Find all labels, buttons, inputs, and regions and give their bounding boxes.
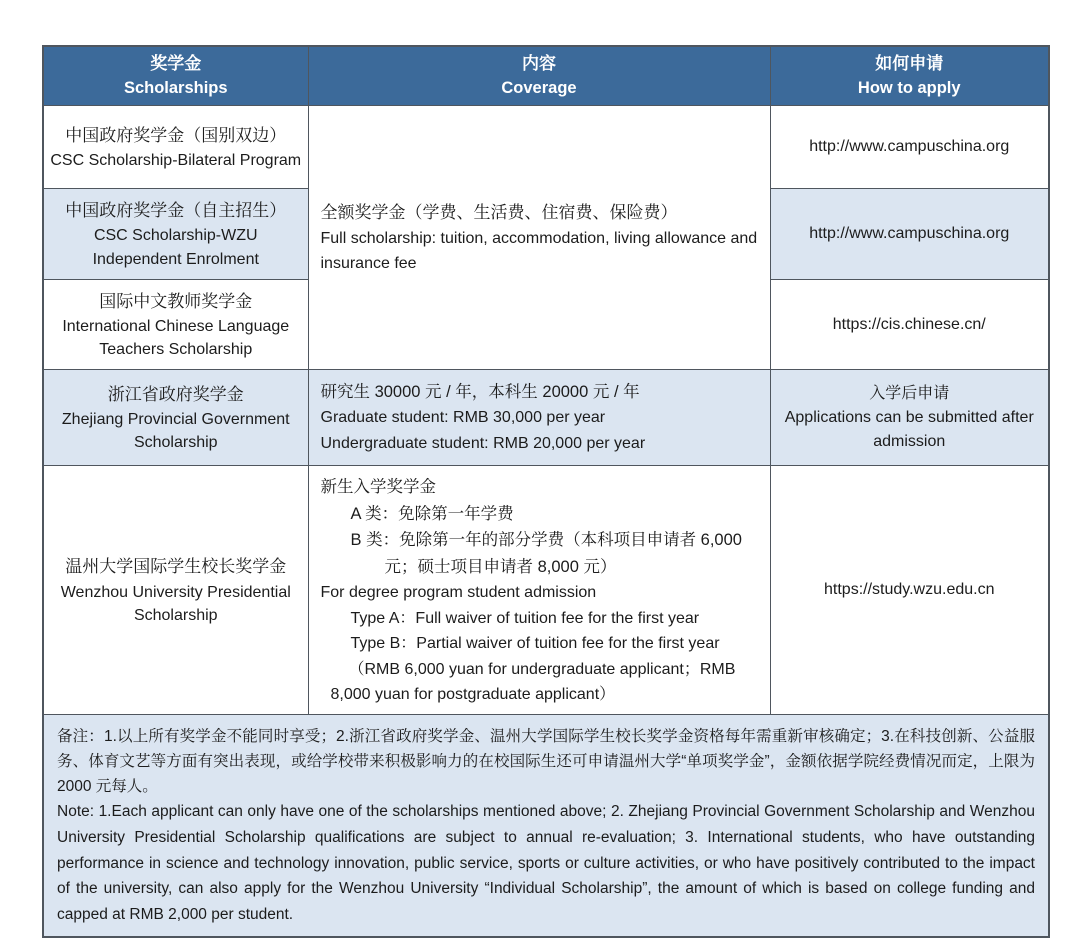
apply-url: http://www.campuschina.org xyxy=(770,106,1049,189)
scholarship-name-cell xyxy=(43,189,308,280)
scholarship-name-zh: 中国政府奖学金（自主招生） xyxy=(65,201,287,221)
coverage-line: （RMB 6,000 yuan for undergraduate applicant；RMB 8,000 yuan for postgraduate applicant） xyxy=(330,660,736,704)
scholarship-name-zh: 浙江省政府奖学金 xyxy=(107,385,244,405)
header-coverage-en: Coverage xyxy=(501,79,577,98)
scholarship-name-en: CSC Scholarship-WZU Independent Enrolment xyxy=(92,227,259,268)
scholarship-name-en: International Chinese Language Teachers Scholarship xyxy=(62,318,290,359)
notes-en: Note: 1.Each applicant can only have one of the scholarships mentioned above; 2. Zhejiang Provincial Government Scholarship and Wenzhou University Presidential Scholarship qualifications are subject to annual re-evaluation; 3. International students, who have outstanding performance in science and technology innovation, public service, sports or culture activities, or who have positively contributed to the impact of the university, can also apply for the Wenzhou University “Individual Scholarship”, the amount of which is based on college funding and capped at RMB 2,000 per student. xyxy=(57,803,1035,924)
header-coverage-zh: 内容 xyxy=(522,54,556,73)
coverage-line: B 类：免除第一年的部分学费（本科项目申请者 6,000 元；硕士项目申请者 8,000 元） xyxy=(350,531,742,576)
scholarship-name-cell xyxy=(43,466,308,715)
header-apply-zh: 如何申请 xyxy=(875,54,944,73)
apply-info-cell xyxy=(770,370,1049,466)
table-row-wzu-presidential xyxy=(43,466,1049,715)
coverage-line: A 类：免除第一年学费 xyxy=(350,504,514,523)
header-apply-en: How to apply xyxy=(857,79,961,98)
coverage-line: For degree program student admission xyxy=(320,583,597,601)
header-how-to-apply xyxy=(770,46,1049,106)
coverage-cell-merged xyxy=(308,106,770,370)
scholarship-name-cell xyxy=(43,370,308,466)
scholarship-name-zh: 温州大学国际学生校长奖学金 xyxy=(65,557,287,577)
coverage-cell xyxy=(308,466,770,715)
table-row-csc-bilateral xyxy=(43,106,1049,189)
scholarship-name-zh: 国际中文教师奖学金 xyxy=(99,291,253,311)
coverage-line: 新生入学奖学金 xyxy=(320,478,436,497)
coverage-cell xyxy=(308,370,770,466)
notes-zh: 备注：1.以上所有奖学金不能同时享受；2.浙江省政府奖学金、温州大学国际学生校长奖学金资格每年需重新审核确定；3.在科技创新、公益服务、体育文艺等方面有突出表现，或给学校带来积极影响力的在校国际生还可申请温州大学“单项奖学金”，金额依据学院经费情况而定，上限为 2000 元每人。 xyxy=(57,727,1035,796)
scholarship-name-en: Zhejiang Provincial Government Scholarship xyxy=(61,411,290,452)
scholarship-table xyxy=(42,45,1050,938)
apply-url: https://cis.chinese.cn/ xyxy=(770,279,1049,370)
table-row-notes xyxy=(43,714,1049,936)
apply-url: http://www.campuschina.org xyxy=(770,189,1049,280)
coverage-en: Full scholarship: tuition, accommodation, living allowance and insurance fee xyxy=(320,230,758,272)
coverage-line: Undergraduate student: RMB 20,000 per year xyxy=(320,435,646,453)
apply-info-en: Applications can be submitted after admission xyxy=(784,408,1034,450)
apply-info-zh: 入学后申请 xyxy=(869,384,950,402)
scholarship-name-en: CSC Scholarship-Bilateral Program xyxy=(50,152,302,170)
table-header xyxy=(43,46,1049,106)
coverage-line: 研究生 30000 元 / 年，本科生 20000 元 / 年 xyxy=(320,383,640,402)
scholarship-name-zh: 中国政府奖学金（国别双边） xyxy=(65,126,287,146)
header-scholarships-zh: 奖学金 xyxy=(150,54,202,73)
header-coverage xyxy=(308,46,770,106)
coverage-line: Type A：Full waiver of tuition fee for the first year xyxy=(350,609,700,627)
table-row-zhejiang-provincial xyxy=(43,370,1049,466)
header-scholarships-en: Scholarships xyxy=(123,79,228,98)
scholarship-name-cell xyxy=(43,279,308,370)
header-scholarships xyxy=(43,46,308,106)
coverage-line: Graduate student: RMB 30,000 per year xyxy=(320,409,606,427)
coverage-line: Type B：Partial waiver of tuition fee for the first year xyxy=(350,635,720,653)
scholarship-name-cell xyxy=(43,106,308,189)
scholarship-name-en: Wenzhou University Presidential Scholarship xyxy=(60,583,291,624)
header-row xyxy=(43,46,1049,106)
notes-cell xyxy=(43,714,1049,936)
coverage-zh: 全额奖学金（学费、生活费、住宿费、保险费） xyxy=(320,203,678,222)
apply-url: https://study.wzu.edu.cn xyxy=(770,466,1049,715)
